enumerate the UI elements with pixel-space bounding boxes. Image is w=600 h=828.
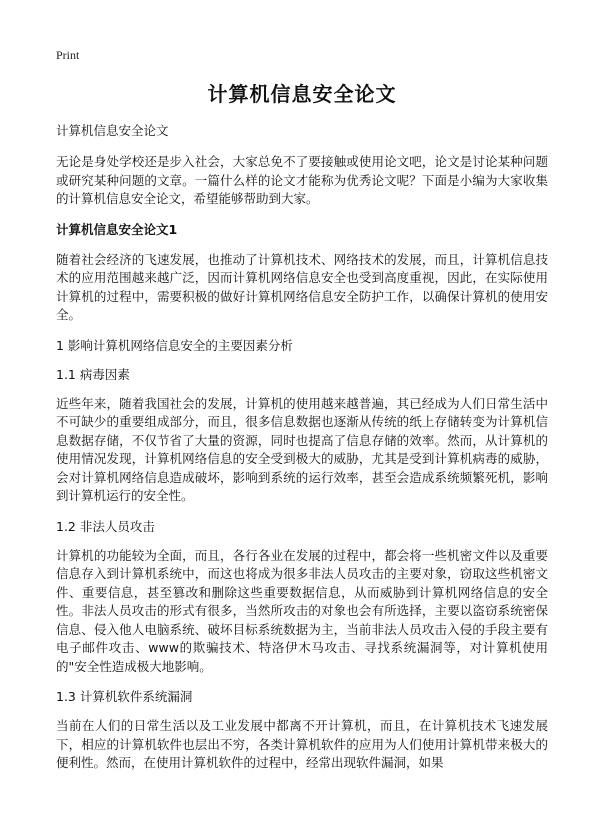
page-title: 计算机信息安全论文 — [207, 82, 397, 106]
heading-virus: 1.1 病毒因素 — [56, 366, 130, 382]
heading-software: 1.3 计算机软件系统漏洞 — [56, 689, 193, 704]
document-body — [56, 80, 548, 785]
document-subtitle: 计算机信息安全论文 — [56, 123, 169, 138]
section-heading: 计算机信息安全论文1 — [56, 221, 178, 237]
print-link[interactable]: Print — [56, 48, 80, 62]
intro-paragraph: 无论是身处学校还是步入社会，大家总免不了要接触或使用论文吧，论文是讨论某种问题或研究某种问题的文章。一篇什么样的论文才能称为优秀论文呢？下面是小编为大家收集的计算机信息安全论文，希望能够帮助到大家。 — [56, 154, 548, 206]
software-paragraph: 当前在人们的日常生活以及工业发展中都离不开计算机，而且，在计算机技术飞速发展下，相应的计算机软件也层出不穷，各类计算机软件的应用为人们使用计算机带来极大的便利性。然而，在使用计算机软件的过程中，经常出现软件漏洞，如果 — [56, 718, 548, 770]
section-paragraph: 随着社会经济的飞速发展，也推动了计算机技术、网络技术的发展，而且，计算机信息技术的应用范围越来越广泛，因而计算机网络信息安全也受到高度重视，因此，在实际使用计算机的过程中，需要积极的做好计算机网络信息安全防护工作，以确保计算机的使用安全。 — [56, 251, 548, 322]
heading-attack: 1.2 非法人员攻击 — [56, 518, 155, 534]
heading-factors: 1 影响计算机网络信息安全的主要因素分析 — [56, 337, 293, 353]
attack-paragraph: 计算机的功能较为全面，而且，各行各业在发展的过程中，都会将一些机密文件以及重要信息存入到计算机系统中，而这也将成为很多非法人员攻击的主要对象，窃取这些机密文件、重要信息，甚至篡改和删除这些重要数据信息，从而威胁到计算机网络信息的安全性。非法人员攻击的形式有很多，当然所攻击的对象也会有所选择，主要以盗窃系统密保信息、侵入他人电脑系统、破坏目标系统数据为主，当前非法人员攻击入侵的手段主要有电子邮件攻击、www的欺骗技术、特洛伊木马攻击、寻找系统漏洞等，对计算机使用的"安全性造成极大地影响。 — [56, 547, 548, 674]
virus-paragraph: 近些年来，随着我国社会的发展，计算机的使用越来越普遍，其已经成为人们日常生活中不可缺少的重要组成部分，而且，很多信息数据也逐渐从传统的纸上存储转变为计算机信息数据存储，不仅节省了大量的资源，同时也提高了信息存储的效率。然而，从计算机的使用情况发现，计算机网络信息的安全受到极大的威胁，尤其是受到计算机病毒的威胁，会对计算机网络信息造成破坏，影响到系统的运行效率，甚至会造成系统频繁死机，影响到计算机运行的安全性。 — [56, 395, 548, 503]
